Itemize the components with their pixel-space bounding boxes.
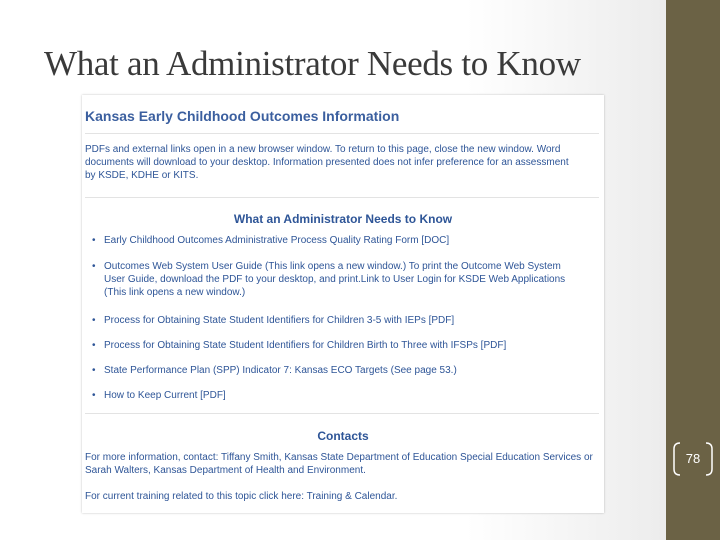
contacts-heading: Contacts — [317, 429, 369, 443]
divider — [85, 133, 599, 134]
link-keep-current[interactable]: • How to Keep Current [PDF] — [104, 389, 574, 402]
link-quality-rating-form[interactable]: • Early Childhood Outcomes Administrative Process Quality Rating Form [DOC] — [104, 234, 574, 247]
section-heading: What an Administrator Needs to Know — [233, 212, 453, 226]
intro-text: PDFs and external links open in a new browser window. To return to this page, close the new window. Word documents will download to your desktop. Information presented does not infer preference for an assessment by KSDE, KDHE or KITS. — [85, 144, 569, 181]
webpage-heading: Kansas Early Childhood Outcomes Information — [85, 108, 400, 124]
training-text: For current training related to this topic click here: Training & Calendar. — [85, 491, 398, 502]
link-outcomes-user-guide[interactable]: • Outcomes Web System User Guide (This link opens a new window.) To print the Outcome Web System User Guide, download the PDF to your desktop, and print.Link to User Login for KSDE Web Applications (This link opens a new window.) — [104, 260, 574, 299]
link-spp-indicator-7[interactable]: • State Performance Plan (SPP) Indicator 7: Kansas ECO Targets (See page 53.) — [104, 364, 574, 377]
divider — [85, 197, 599, 198]
divider — [85, 413, 599, 414]
embedded-webpage-screenshot — [82, 95, 604, 513]
contact-text: For more information, contact: Tiffany Smith, Kansas State Department of Education Special Education Services or Sarah Walters, Kansas Department of Health and Environment. — [85, 452, 593, 476]
link-identifiers-3-5[interactable]: • Process for Obtaining State Student Identifiers for Children 3-5 with IEPs [PDF] — [104, 314, 574, 327]
slide-title: What an Administrator Needs to Know — [44, 44, 581, 83]
link-identifiers-birth-to-three[interactable]: • Process for Obtaining State Student Identifiers for Children Birth to Three with IFSPs [PDF] — [104, 339, 574, 352]
page-number: 78 — [685, 451, 701, 466]
